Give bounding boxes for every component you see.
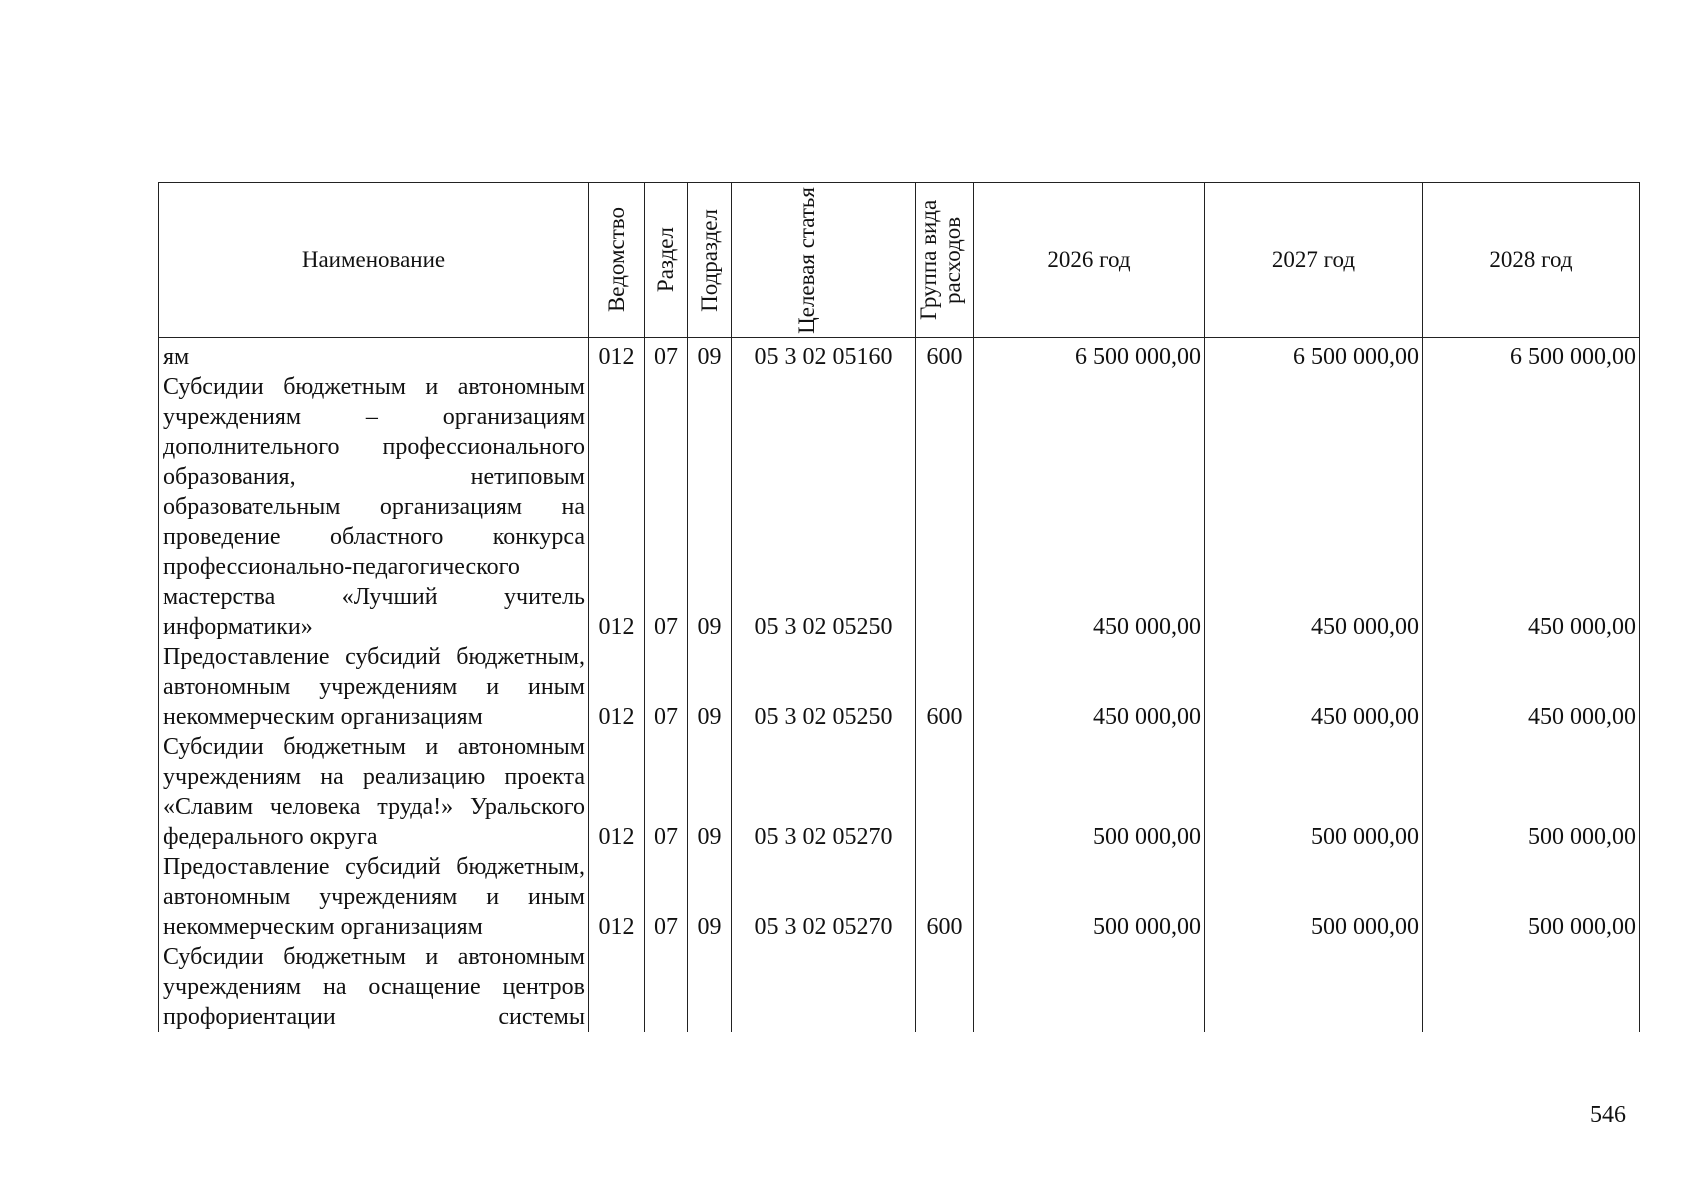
header-row — [159, 183, 1640, 338]
header-2028: 2028 год — [1423, 183, 1640, 338]
row-2027: 450 000,00 — [1205, 372, 1423, 642]
row-gruppa — [916, 942, 974, 1032]
row-2028: 6 500 000,00 — [1423, 338, 1640, 373]
row-razdel: 07 — [645, 372, 688, 642]
row-2028: 500 000,00 — [1423, 852, 1640, 942]
row-2028 — [1423, 942, 1640, 1032]
table-row — [159, 642, 1640, 732]
row-razdel: 07 — [645, 852, 688, 942]
row-2026: 450 000,00 — [974, 642, 1205, 732]
row-podrazdel: 09 — [688, 372, 732, 642]
table-row — [159, 732, 1640, 852]
table-row — [159, 852, 1640, 942]
row-razdel: 07 — [645, 732, 688, 852]
row-celevaya — [732, 942, 916, 1032]
row-2027: 450 000,00 — [1205, 642, 1423, 732]
row-2026 — [974, 942, 1205, 1032]
row-gruppa: 600 — [916, 852, 974, 942]
row-name: Субсидии бюджетным и автономным учреждениям на оснащение центров профориентации системы — [159, 942, 589, 1032]
header-name: Наименование — [159, 183, 589, 338]
header-podrazdel: Подраздел — [688, 183, 732, 338]
row-razdel — [645, 942, 688, 1032]
row-podrazdel: 09 — [688, 642, 732, 732]
header-2027: 2027 год — [1205, 183, 1423, 338]
row-2027: 500 000,00 — [1205, 852, 1423, 942]
row-2027: 6 500 000,00 — [1205, 338, 1423, 373]
page-number: 546 — [1590, 1102, 1626, 1128]
row-gruppa: 600 — [916, 642, 974, 732]
row-name: Предоставление субсидий бюджетным, автономным учреждениям и иным некоммерческим организациям — [159, 852, 589, 942]
header-gruppa: Группа вида расходов — [916, 183, 974, 338]
table-row — [159, 942, 1640, 1032]
row-name: Субсидии бюджетным и автономным учреждениям на реализацию проекта «Славим человека труда!» Уральского федерального округа — [159, 732, 589, 852]
row-name: Субсидии бюджетным и автономным учреждениям – организациям дополнительного профессионального образования, нетиповым образовательным организациям на проведение областного конкурса профессионально-педагогического мастерства «Лучший учитель информатики» — [159, 372, 589, 642]
row-2026: 500 000,00 — [974, 732, 1205, 852]
row-2026: 450 000,00 — [974, 372, 1205, 642]
row-2027: 500 000,00 — [1205, 732, 1423, 852]
row-gruppa — [916, 732, 974, 852]
budget-table — [158, 182, 1640, 1032]
header-2026: 2026 год — [974, 183, 1205, 338]
row-podrazdel: 09 — [688, 732, 732, 852]
row-celevaya: 05 3 02 05270 — [732, 852, 916, 942]
row-name: ям — [159, 338, 589, 373]
row-razdel: 07 — [645, 338, 688, 373]
row-gruppa — [916, 372, 974, 642]
header-vedomstvo: Ведомство — [589, 183, 645, 338]
row-podrazdel: 09 — [688, 852, 732, 942]
row-2028: 500 000,00 — [1423, 732, 1640, 852]
row-vedomstvo: 012 — [589, 338, 645, 373]
row-podrazdel — [688, 942, 732, 1032]
row-name: Предоставление субсидий бюджетным, автономным учреждениям и иным некоммерческим организациям — [159, 642, 589, 732]
row-2027 — [1205, 942, 1423, 1032]
row-vedomstvo — [589, 942, 645, 1032]
row-2026: 6 500 000,00 — [974, 338, 1205, 373]
row-razdel: 07 — [645, 642, 688, 732]
row-2028: 450 000,00 — [1423, 642, 1640, 732]
row-celevaya: 05 3 02 05250 — [732, 372, 916, 642]
row-celevaya: 05 3 02 05270 — [732, 732, 916, 852]
table-row — [159, 372, 1640, 642]
row-2028: 450 000,00 — [1423, 372, 1640, 642]
row-podrazdel: 09 — [688, 338, 732, 373]
row-celevaya: 05 3 02 05160 — [732, 338, 916, 373]
table-row — [159, 338, 1640, 373]
row-gruppa: 600 — [916, 338, 974, 373]
row-vedomstvo: 012 — [589, 852, 645, 942]
row-celevaya: 05 3 02 05250 — [732, 642, 916, 732]
row-vedomstvo: 012 — [589, 372, 645, 642]
row-vedomstvo: 012 — [589, 642, 645, 732]
row-vedomstvo: 012 — [589, 732, 645, 852]
row-2026: 500 000,00 — [974, 852, 1205, 942]
header-razdel: Раздел — [645, 183, 688, 338]
header-celevaya: Целевая статья — [732, 183, 916, 338]
